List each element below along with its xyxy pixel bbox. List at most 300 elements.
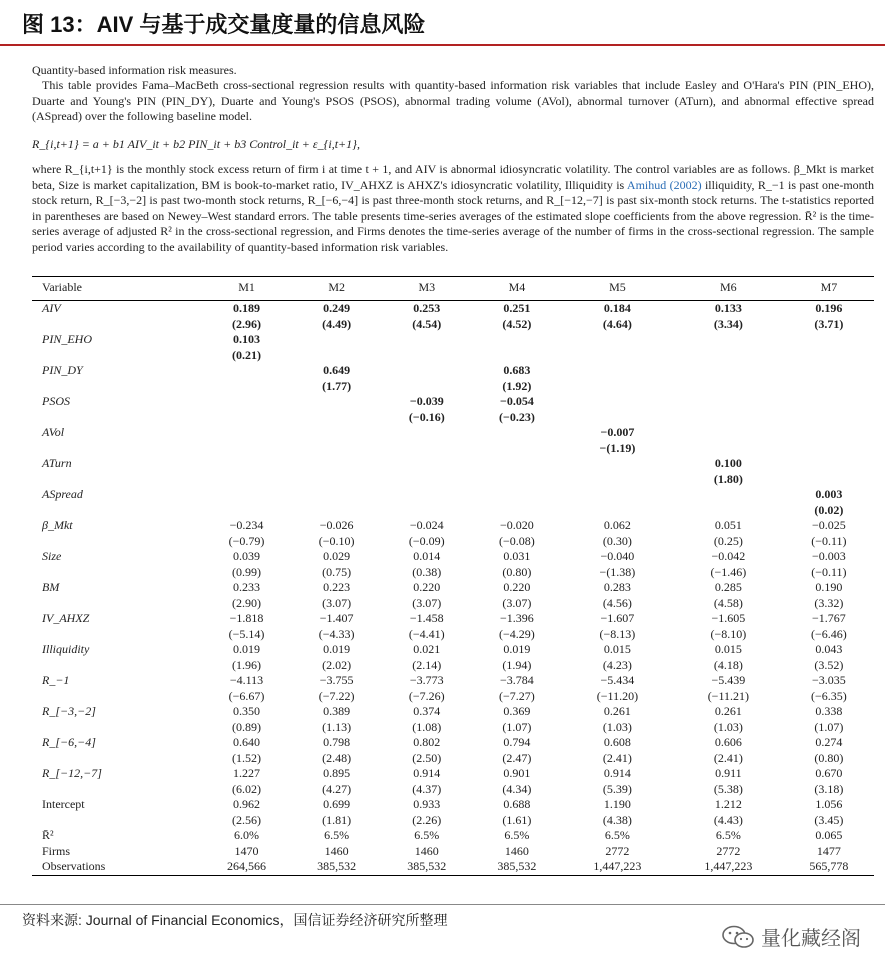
table-cell: (−6.46) [811, 626, 847, 641]
caption-para2-after: illiquidity, R_−1 is past one-month stock return, R_[−3,−2] is past two-month stock returns, R_[−6,−4] is past three-month stock returns, and R_[−12,−7] is past six-month stock returns. The t-statistics reported in parentheses are based on Newey–West standard errors. The table presents time-series averages of the estimated slope coefficients from the above regression. R̄² is the time-series average of adjusted R² in the cross-sectional regression, and Firms denotes the time-series average of the number of firms in the cross-sectional regression. The sample period varies according to the availability of quantity-based information risk variables. [32, 177, 875, 254]
row-label: ASpread [42, 487, 83, 501]
row-label: R_[−3,−2] [42, 704, 96, 718]
table-cell [201, 379, 291, 395]
table-cell: (−8.13) [599, 626, 636, 641]
table-cell: (5.38) [713, 781, 743, 796]
table-cell: (−5.14) [228, 626, 265, 641]
table-cell: −1.458 [409, 611, 444, 625]
header-m2: M2 [292, 277, 382, 301]
table-cell: 0.350 [233, 704, 261, 718]
table-cell [292, 472, 382, 488]
table-cell: (−0.10) [318, 533, 355, 548]
table-cell [784, 332, 874, 348]
table-cell: (1.13) [322, 719, 352, 734]
table-cell: (1.03) [713, 719, 743, 734]
table-cell: 0.914 [603, 766, 631, 780]
row-label: R_[−12,−7] [42, 766, 102, 780]
table-cell [201, 441, 291, 457]
source-note: 资料来源: Journal of Financial Economics，国信证券经济研究所整理 [22, 912, 448, 928]
table-cell: (0.30) [602, 533, 632, 548]
table-cell: −1.607 [600, 611, 635, 625]
regression-equation: R_{i,t+1} = a + b1 AIV_it + b2 PIN_it + b3 Control_it + ε_{i,t+1}, [32, 137, 360, 151]
table-cell: 6.5% [504, 828, 530, 842]
caption-para1-text: This table provides Fama–MacBeth cross-sectional regression results with quantity-based information risk variables that include Easley and O'Hara's PIN (PIN_EHO), Duarte and Young's PIN (PIN_DY), Duarte and Young's PSOS (PSOS), abnormal trading volume (AVol), abnormal turnover (ATurn), and abnormal effective spread (ASpread) over the following baseline model. [32, 78, 874, 123]
table-cell: 0.062 [603, 518, 631, 532]
table-header-row [32, 277, 874, 301]
table-cell [382, 348, 472, 364]
table-cell: (4.52) [502, 316, 532, 331]
table-cell [201, 410, 291, 426]
table-cell: (2.47) [502, 750, 532, 765]
table-cell: 0.100 [714, 456, 742, 470]
table-cell: 1.227 [233, 766, 261, 780]
row-label: AIV [42, 301, 61, 315]
table-cell: (3.45) [814, 812, 844, 827]
table-cell: 0.184 [603, 301, 631, 315]
table-row [32, 317, 874, 333]
row-label [32, 596, 201, 612]
table-cell: 0.389 [323, 704, 351, 718]
table-cell: −0.026 [319, 518, 354, 532]
table-cell: (−7.26) [408, 688, 445, 703]
table-row [32, 766, 874, 782]
table-cell: 6.5% [715, 828, 741, 842]
table-cell: (1.92) [502, 378, 532, 393]
row-label [32, 782, 201, 798]
table-cell [673, 441, 784, 457]
row-label: Intercept [42, 797, 85, 811]
table-cell: (1.07) [814, 719, 844, 734]
table-cell: (3.32) [814, 595, 844, 610]
table-cell [292, 394, 382, 410]
table-row [32, 487, 874, 503]
table-cell: 0.039 [233, 549, 261, 563]
source-rule [0, 904, 885, 905]
table-cell [201, 363, 291, 379]
row-label: Firms [42, 843, 71, 858]
row-label [32, 689, 201, 705]
table-cell [201, 394, 291, 410]
table-cell: (3.34) [713, 316, 743, 331]
table-row [32, 363, 874, 379]
table-cell [784, 348, 874, 364]
table-cell: (0.38) [412, 564, 442, 579]
table-cell: (4.43) [713, 812, 743, 827]
caption-heading: Quantity-based information risk measures. [32, 63, 237, 77]
watermark [721, 922, 861, 951]
table-cell: (4.37) [412, 781, 442, 796]
table-cell: (−7.27) [499, 688, 535, 703]
table-cell: −3.784 [500, 673, 534, 687]
table-row [32, 565, 874, 581]
table-cell: (0.80) [502, 564, 532, 579]
table-cell: 0.683 [503, 363, 531, 377]
table-cell [673, 503, 784, 519]
table-cell: (0.89) [232, 719, 262, 734]
table-cell: (4.38) [602, 812, 632, 827]
table-cell [673, 363, 784, 379]
table-row [32, 534, 874, 550]
row-label: PIN_DY [42, 363, 83, 377]
row-label [32, 317, 201, 333]
table-cell: (−4.41) [408, 626, 445, 641]
table-cell: 264,566 [201, 859, 291, 875]
table-cell: −0.042 [711, 549, 746, 563]
row-label [32, 410, 201, 426]
table-cell [673, 332, 784, 348]
table-cell: (4.64) [602, 316, 632, 331]
table-cell: −0.039 [409, 394, 444, 408]
table-row [32, 720, 874, 736]
table-cell: (0.25) [713, 533, 743, 548]
table-cell: 0.220 [503, 580, 531, 594]
row-label [32, 658, 201, 674]
table-row [32, 689, 874, 705]
table-cell: (1.61) [502, 812, 532, 827]
table-cell [562, 503, 673, 519]
table-cell [382, 472, 472, 488]
table-cell: 0.369 [503, 704, 531, 718]
table-cell: −1.767 [812, 611, 846, 625]
table-cell: 0.029 [323, 549, 351, 563]
row-label: Observations [32, 859, 201, 875]
regression-table [32, 276, 874, 876]
table-cell: 0.608 [603, 735, 631, 749]
table-cell: 0.649 [323, 363, 351, 377]
table-cell: (−0.11) [811, 533, 847, 548]
table-cell: 1470 [234, 843, 259, 858]
table-cell: 0.251 [503, 301, 531, 315]
header-variable: Variable [32, 277, 201, 301]
table-cell: (−0.11) [811, 564, 847, 579]
table-cell [784, 441, 874, 457]
table-cell [292, 441, 382, 457]
table-cell [201, 487, 291, 503]
table-row [32, 472, 874, 488]
table-cell [382, 503, 472, 519]
table-cell: 0.014 [413, 549, 441, 563]
table-cell [562, 394, 673, 410]
table-cell: 0.031 [503, 549, 531, 563]
row-label [32, 441, 201, 457]
table-row [32, 797, 874, 813]
table-row [32, 751, 874, 767]
table-cell: 0.015 [603, 642, 631, 656]
table-cell [673, 394, 784, 410]
table-cell: −(1.38) [599, 564, 636, 579]
table-cell: 0.911 [715, 766, 742, 780]
table-cell: (3.07) [322, 595, 352, 610]
table-cell: 0.933 [413, 797, 441, 811]
table-cell: −(1.19) [599, 440, 636, 455]
table-cell [382, 379, 472, 395]
table-cell: (4.56) [602, 595, 632, 610]
table-cell: 1.056 [815, 797, 843, 811]
table-row [32, 704, 874, 720]
table-cell [201, 456, 291, 472]
table-row [32, 673, 874, 689]
table-cell [201, 503, 291, 519]
table-cell: 385,532 [292, 859, 382, 875]
table-cell: (1.07) [502, 719, 532, 734]
table-cell: (4.23) [602, 657, 632, 672]
table-cell: 0.699 [323, 797, 351, 811]
table-cell [784, 425, 874, 441]
row-label [32, 503, 201, 519]
table-cell: (4.27) [322, 781, 352, 796]
table-cell [562, 472, 673, 488]
table-cell: (2.48) [322, 750, 352, 765]
table-cell: 385,532 [382, 859, 472, 875]
row-label [32, 720, 201, 736]
table-cell [784, 456, 874, 472]
table-cell: 0.798 [323, 735, 351, 749]
table-cell: (2.90) [232, 595, 262, 610]
header-m6: M6 [673, 277, 784, 301]
table-cell [673, 348, 784, 364]
table-cell [382, 456, 472, 472]
row-label [32, 472, 201, 488]
table-cell: (−0.16) [408, 409, 445, 424]
row-label: BM [42, 580, 60, 594]
table-cell [784, 410, 874, 426]
table-row [32, 813, 874, 829]
table-cell [292, 503, 382, 519]
table-cell: 0.261 [714, 704, 742, 718]
table-cell: 0.003 [815, 487, 843, 501]
row-label: ATurn [42, 456, 72, 470]
caption-para2-before: where R_{i,t+1} is the monthly stock excess return of firm i at time t + 1, and AIV is abnormal idiosyncratic volatility. The control variables are as follows. β_Mkt is market beta, Size is market capitalization, BM is book-to-market ratio, IV_AHXZ is AHXZ's idiosyncratic volatility, Illiquidity is [32, 162, 874, 192]
table-row [32, 441, 874, 457]
table-cell: (4.34) [502, 781, 532, 796]
row-label: R̄² [42, 828, 54, 842]
table-cell [472, 456, 562, 472]
table-cell: 6.5% [324, 828, 350, 842]
table-row [32, 844, 874, 860]
table-row [32, 348, 874, 364]
table-cell: (4.54) [412, 316, 442, 331]
wechat-icon [721, 925, 755, 949]
table-cell: 6.5% [414, 828, 440, 842]
table-cell: 0.688 [503, 797, 531, 811]
table-cell: 0.962 [233, 797, 261, 811]
row-label [32, 813, 201, 829]
table-row [32, 394, 874, 410]
table-row [32, 859, 874, 875]
table-cell: (4.58) [713, 595, 743, 610]
row-label [32, 627, 201, 643]
table-cell: 1.212 [714, 797, 742, 811]
table-cell: (1.96) [232, 657, 262, 672]
table-cell: 0.043 [815, 642, 843, 656]
table-row [32, 828, 874, 844]
caption-paragraph-1 [32, 78, 874, 125]
table-cell: 0.285 [714, 580, 742, 594]
table-cell: (−6.35) [811, 688, 847, 703]
row-label [32, 348, 201, 364]
table-cell: 385,532 [472, 859, 562, 875]
table-cell: 1460 [414, 843, 439, 858]
table-cell: 0.015 [714, 642, 742, 656]
table-cell [292, 348, 382, 364]
amihud-link[interactable]: Amihud (2002) [626, 177, 702, 192]
table-cell: −1.605 [711, 611, 746, 625]
table-cell: 0.794 [503, 735, 531, 749]
table-cell: 0.283 [603, 580, 631, 594]
table-row [32, 642, 874, 658]
table-cell [472, 472, 562, 488]
table-cell: −5.434 [600, 673, 635, 687]
table-cell: (6.02) [232, 781, 262, 796]
table-cell: 0.233 [233, 580, 261, 594]
table-cell: 0.606 [714, 735, 742, 749]
table-cell: 0.374 [413, 704, 441, 718]
table-cell: (0.02) [814, 502, 844, 517]
table-cell: 0.196 [815, 301, 843, 315]
table-cell: (0.99) [232, 564, 262, 579]
table-cell: (0.80) [814, 750, 844, 765]
table-cell: −1.818 [229, 611, 264, 625]
table-cell: 0.914 [413, 766, 441, 780]
table-cell: −0.234 [229, 518, 264, 532]
table-cell: (−8.10) [710, 626, 747, 641]
table-cell: 0.220 [413, 580, 441, 594]
table-cell: 0.338 [815, 704, 843, 718]
table-cell: (−11.21) [707, 688, 750, 703]
table-cell: 1.190 [603, 797, 631, 811]
table-cell: (−7.22) [318, 688, 355, 703]
table-cell: (2.41) [602, 750, 632, 765]
table-row [32, 379, 874, 395]
table-cell: (1.03) [602, 719, 632, 734]
table-cell: (1.94) [502, 657, 532, 672]
table-cell [562, 332, 673, 348]
table-cell: 0.670 [815, 766, 843, 780]
table-cell: −3.773 [409, 673, 444, 687]
table-row [32, 503, 874, 519]
table-cell: 1460 [504, 843, 529, 858]
table-cell: 0.133 [714, 301, 742, 315]
table-cell: −3.755 [319, 673, 354, 687]
table-cell [472, 441, 562, 457]
table-cell [673, 410, 784, 426]
table-cell [562, 487, 673, 503]
table-cell [292, 425, 382, 441]
table-cell: (2.02) [322, 657, 352, 672]
row-label [32, 379, 201, 395]
table-cell: (−1.46) [710, 564, 747, 579]
table-cell: −0.024 [409, 518, 444, 532]
table-cell: 0.189 [233, 301, 261, 315]
table-body [32, 301, 874, 876]
table-cell: 0.051 [714, 518, 742, 532]
table-cell [673, 379, 784, 395]
table-cell: (−0.79) [228, 533, 265, 548]
table-cell: 2772 [716, 843, 741, 858]
table-cell: 0.019 [323, 642, 351, 656]
table-cell [201, 425, 291, 441]
table-cell [292, 410, 382, 426]
table-cell: (2.50) [412, 750, 442, 765]
row-label [32, 565, 201, 581]
header-m5: M5 [562, 277, 673, 301]
table-cell: (2.14) [412, 657, 442, 672]
row-label: R_[−6,−4] [42, 735, 96, 749]
table-cell: 0.019 [503, 642, 531, 656]
table-cell: 0.261 [603, 704, 631, 718]
table-cell: 0.065 [815, 828, 843, 842]
table-cell: 565,778 [784, 859, 874, 875]
table-row [32, 301, 874, 317]
table-cell: −3.035 [812, 673, 846, 687]
table-cell: 0.640 [233, 735, 261, 749]
table-cell: (−4.33) [318, 626, 355, 641]
table-cell: (−11.20) [596, 688, 639, 703]
table-cell [562, 363, 673, 379]
table-cell [562, 379, 673, 395]
header-m3: M3 [382, 277, 472, 301]
table-cell: −1.396 [500, 611, 534, 625]
table-cell [784, 379, 874, 395]
table-cell [784, 472, 874, 488]
table-cell: −0.040 [600, 549, 635, 563]
table-cell: (1.81) [322, 812, 352, 827]
table-row [32, 627, 874, 643]
table-cell: (1.77) [322, 378, 352, 393]
table-cell: (0.21) [232, 347, 262, 362]
figure-title: 图 13：AIV 与基于成交量度量的信息风险 [22, 12, 426, 37]
header-m7: M7 [784, 277, 874, 301]
table-cell: (−6.67) [228, 688, 265, 703]
table-cell: −0.007 [600, 425, 635, 439]
table-cell: 0.223 [323, 580, 351, 594]
table-cell [472, 503, 562, 519]
table-cell: 6.5% [604, 828, 630, 842]
table-cell: 0.895 [323, 766, 351, 780]
table-cell: (3.18) [814, 781, 844, 796]
table-cell [562, 456, 673, 472]
table-cell [382, 425, 472, 441]
table-cell: 1477 [816, 843, 841, 858]
table-cell: 0.253 [413, 301, 441, 315]
table-cell: 0.274 [815, 735, 843, 749]
table-cell: (0.75) [322, 564, 352, 579]
caption-paragraph-2 [32, 162, 874, 255]
table-cell [382, 487, 472, 503]
table-cell: (4.49) [322, 316, 352, 331]
table-cell: (1.52) [232, 750, 262, 765]
table-row [32, 611, 874, 627]
table-cell: (1.08) [412, 719, 442, 734]
table-row [32, 456, 874, 472]
table-cell: 0.021 [413, 642, 441, 656]
table-cell [382, 441, 472, 457]
table-cell: (3.07) [412, 595, 442, 610]
table-row [32, 410, 874, 426]
table-cell [673, 425, 784, 441]
row-label [32, 534, 201, 550]
table-cell: 0.249 [323, 301, 351, 315]
table-row [32, 580, 874, 596]
table-cell: 0.802 [413, 735, 441, 749]
row-label: β_Mkt [42, 518, 73, 532]
watermark-text: 量化藏经阁 [761, 928, 861, 950]
table-cell: −5.439 [711, 673, 746, 687]
table-cell: (3.52) [814, 657, 844, 672]
row-label: R_−1 [42, 673, 70, 687]
table-cell [292, 487, 382, 503]
table-cell [382, 332, 472, 348]
